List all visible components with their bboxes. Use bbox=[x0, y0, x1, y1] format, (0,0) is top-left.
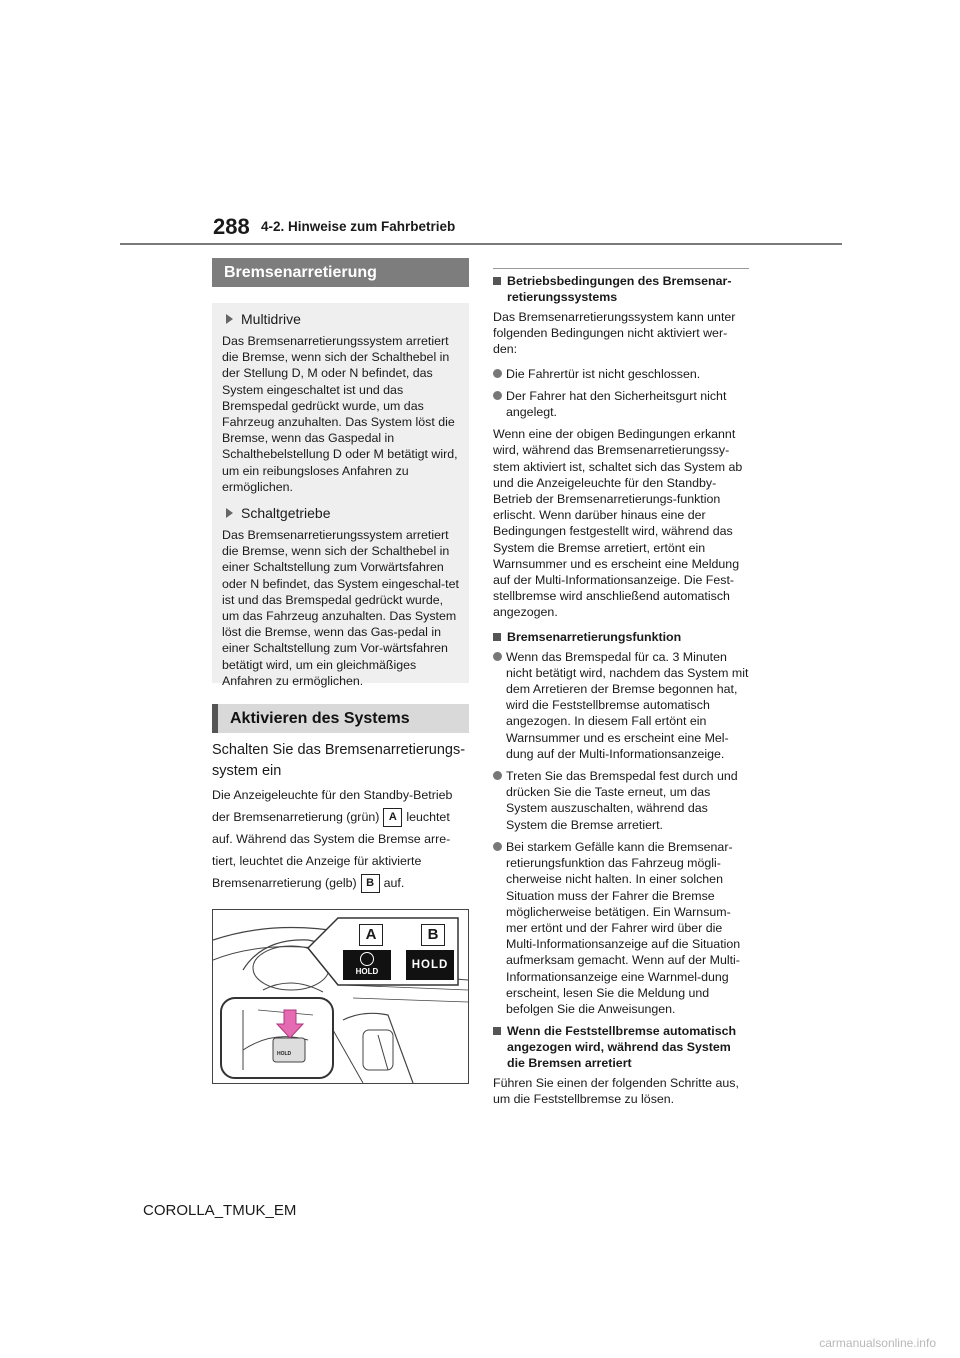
bullet-dot-icon bbox=[493, 652, 502, 661]
list-item: Die Fahrertür ist nicht geschlossen. bbox=[493, 366, 749, 382]
figure-label-b: B bbox=[421, 924, 445, 946]
list-item: Der Fahrer hat den Sicherheitsgurt nicht angelegt. bbox=[493, 388, 749, 420]
header-divider bbox=[120, 243, 842, 245]
subheading-schaltgetriebe: Schaltgetriebe bbox=[222, 505, 459, 521]
indicator-paragraph: Die Anzeigeleuchte für den Standby-Betrieb der Bremsenarretierung (grün) A leuchtet auf. Während das System die Bremse arre-tiert, leuchtet die Anzeige für aktivierte Bremsenarretierung (gelb) B auf. bbox=[212, 784, 469, 894]
bullet-dot-icon bbox=[493, 842, 502, 851]
bullet-dot-icon bbox=[493, 391, 502, 400]
hold-switch-label: HOLD bbox=[277, 1051, 292, 1057]
label-a-badge: A bbox=[383, 808, 402, 827]
list-item: Treten Sie das Bremspedal fest durch und drücken Sie die Taste erneut, um das System auszuschalten, während das System die Bremse arretiert. bbox=[493, 768, 749, 833]
heading-aktivieren: Aktivieren des Systems bbox=[212, 704, 469, 733]
triangle-right-icon bbox=[226, 314, 233, 324]
bullet-dot-icon bbox=[493, 369, 502, 378]
square-bullet-icon bbox=[493, 633, 501, 641]
list-item: Bei starkem Gefälle kann die Bremsenar-retierungsfunktion das Fahrzeug mögli-cherweise nicht halten. In einer solchen Situation muss der Fahrer die Bremse möglicherweise betätigen. Ein Warnsum-mer ertönt und der Fahrer wird über die Multi-Informationsanzeige auf die Situation aufmerksam gemacht. Wenn auf der Multi-Informationsanzeige eine Warnmel-dung erscheint, lesen Sie die Meldung und befolgen Sie die Anweisungen. bbox=[493, 839, 749, 1017]
hold-standby-indicator: HOLD bbox=[343, 950, 391, 980]
list-item: Wenn das Bremspedal für ca. 3 Minuten nicht betätigt wird, nachdem das System mit dem Arretieren der Bremse begonnen hat, wird die Feststellbremse automatisch angezogen. In diesem Fall ertönt ein Warnsummer und es erscheint eine Mel-dung auf der Multi-Informationsanzeige. bbox=[493, 649, 749, 762]
heading-feststellbremse: Wenn die Feststellbremse automatisch angezogen wird, während das System die Bremsen arretiert bbox=[493, 1023, 749, 1071]
heading-betriebsbedingungen: Betriebsbedingungen des Bremsenar-retierungssystems bbox=[493, 273, 749, 305]
schaltgetriebe-text: Das Bremsenarretierungssystem arretiert die Bremse, wenn sich der Schalthebel in einer Schaltstellung zum Vorwärtsfahren oder N befindet, das System eingeschal-tet ist und das Bremspedal gedrückt wurde, um das Fahrzeug anzuhalten. Das System löst die Bremse, wenn das Gas-pedal in einer Schaltstellung zum Vor-wärtsfahren betätigt wird, um ein gleichmäßiges Anfahren zu ermöglichen. bbox=[222, 528, 459, 688]
document-code: COROLLA_TMUK_EM bbox=[143, 1202, 297, 1219]
triangle-right-icon bbox=[226, 508, 233, 518]
label-b-badge: B bbox=[361, 874, 380, 893]
conditions-detail: Wenn eine der obigen Bedingungen erkannt wird, während das Bremsenarretierungssy-stem aktiviert ist, schaltet sich das System ab und die Anzeigeleuchte für den Standby-Betrieb der Bremsenarretierungs-funktion erlischt. Wenn darüber hinaus eine der Bedingungen festgestellt wird, während das System die Bremse arretiert, ertönt ein Warnsummer und es erscheint eine Meldung auf der Multi-Informationsanzeige. Die Fest-stellbremse wird anschließend automatisch angezogen. bbox=[493, 427, 743, 620]
section-title: 4-2. Hinweise zum Fahrbetrieb bbox=[261, 219, 456, 234]
hold-circle-icon bbox=[360, 952, 374, 966]
figure-label-a: A bbox=[359, 924, 383, 946]
instruction-lead: Schalten Sie das Bremsenarretierungs-system ein bbox=[212, 742, 466, 779]
subheading-multidrive: Multidrive bbox=[222, 311, 459, 327]
heading-funktion: Bremsenarretierungsfunktion bbox=[493, 629, 749, 645]
dashboard-illustration bbox=[212, 909, 469, 1084]
right-column-rule bbox=[493, 268, 749, 269]
square-bullet-icon bbox=[493, 277, 501, 285]
heading-bremsenarretierung: Bremsenarretierung bbox=[212, 258, 469, 287]
multidrive-text: Das Bremsenarretierungssystem arretiert die Bremse, wenn sich der Schalthebel in der Stellung D, M oder N befindet, das System eingeschaltet ist und das Bremspedal gedrückt wurde, um das Fahrzeug anzuhalten. Das System löst die Bremse, wenn das Gaspedal in Schalthebelstellung D oder M betätigt wird, um ein reibungsloses Anfahren zu ermöglichen. bbox=[222, 334, 458, 494]
conditions-intro: Das Bremsenarretierungssystem kann unter folgenden Bedingungen nicht aktiviert wer-den: bbox=[493, 310, 736, 357]
hold-active-indicator: HOLD bbox=[406, 950, 454, 980]
release-instructions: Führen Sie einen der folgenden Schritte aus, um die Feststellbremse zu lösen. bbox=[493, 1076, 739, 1107]
watermark: carmanualsonline.info bbox=[819, 1336, 936, 1350]
bullet-dot-icon bbox=[493, 771, 502, 780]
right-column bbox=[493, 268, 749, 1116]
info-box bbox=[212, 303, 469, 688]
page-number: 288 bbox=[213, 214, 250, 239]
square-bullet-icon bbox=[493, 1027, 501, 1035]
